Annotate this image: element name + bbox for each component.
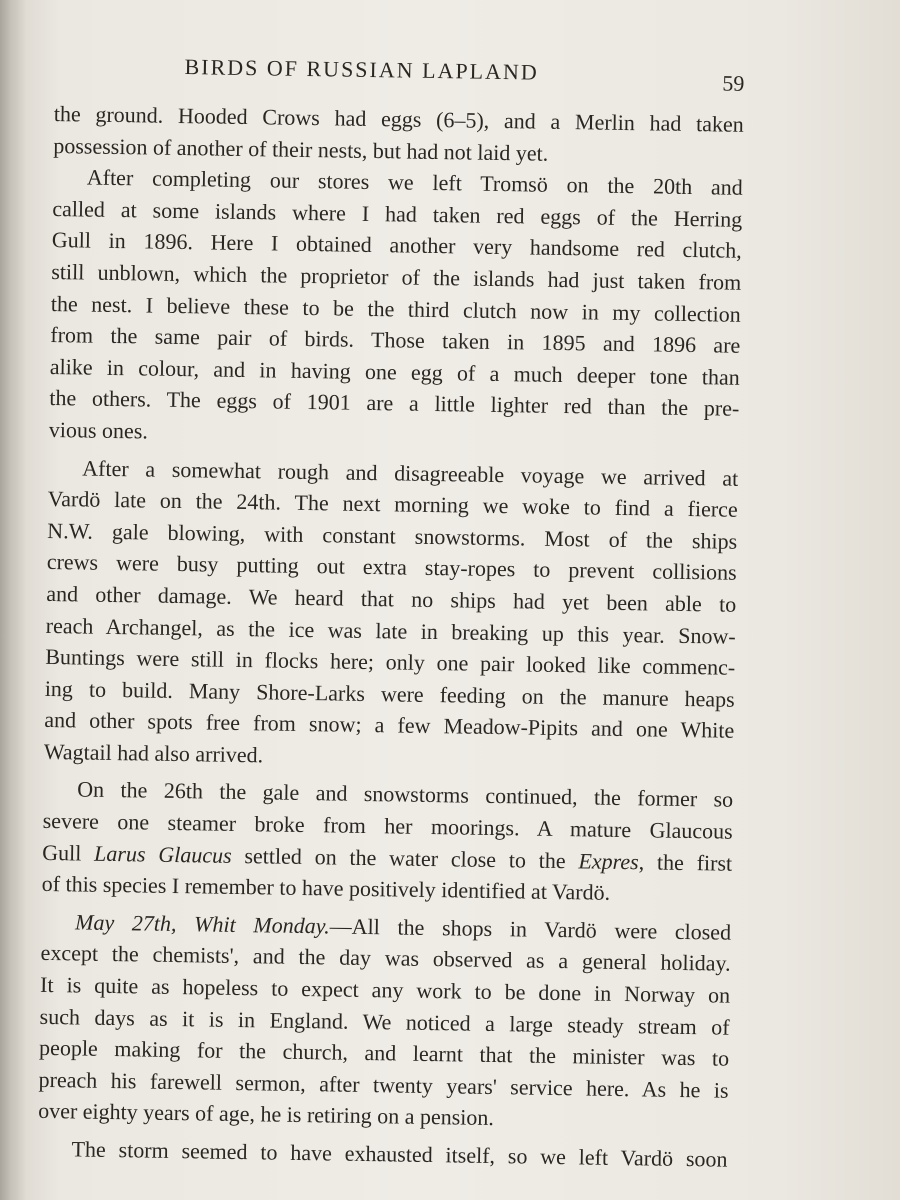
page-number: 59 bbox=[722, 70, 745, 96]
text-line: It is quite as hopeless to expect any work to be done in Norway on bbox=[39, 971, 731, 1008]
text-line: reach Archangel, as the ice was late in breaking up this year. Snow- bbox=[45, 612, 736, 649]
text-line: called at some islands where I had taken red eggs of the Herring bbox=[52, 195, 743, 232]
text-line: Vardö late on the 24th. The next morning we woke to find a fierce bbox=[47, 486, 738, 522]
text-line: vious ones. bbox=[48, 416, 149, 444]
text-line: ing to build. Many Shore-Larks were feeding on the manure heaps bbox=[44, 675, 735, 712]
text-segment: Gull bbox=[42, 839, 95, 866]
text-line: On the 26th the gale and snowstorms continued, the former so bbox=[77, 776, 734, 813]
ship-name: Expres bbox=[578, 847, 639, 874]
text-line: people making for the church, and learnt that the minister was to bbox=[38, 1035, 730, 1071]
text-line: severe one steamer broke from her moorings. A mature Glaucous bbox=[42, 807, 733, 844]
body-text bbox=[37, 98, 744, 1175]
running-title: BIRDS OF RUSSIAN LAPLAND bbox=[184, 54, 539, 85]
text-line: and other spots free from snow; a few Meadow-Pipits and one White bbox=[44, 707, 735, 744]
text-line: Buntings were still in flocks here; only one pair looked like commenc- bbox=[45, 644, 736, 680]
text-line: such days as it is in England. We noticed a large steady stream of bbox=[39, 1003, 730, 1040]
text-segment: , the first bbox=[638, 848, 733, 876]
text-line: After completing our stores we left Tromsö on the 20th and bbox=[86, 164, 743, 201]
text-line: crews were busy putting out extra stay-ropes to prevent collisions bbox=[46, 549, 737, 586]
text-line: preach his farewell sermon, after twenty years' service here. As he is bbox=[38, 1066, 729, 1103]
text-line: the others. The eggs of 1901 are a little lighter red than the pre- bbox=[49, 385, 740, 422]
book-page bbox=[37, 40, 745, 1175]
text-line: from the same pair of birds. Those taken in 1895 and 1896 are bbox=[50, 322, 741, 358]
text-line: Gull in 1896. Here I obtained another very handsome red clutch, bbox=[51, 227, 742, 264]
text-line: The storm seemed to have exhausted itself, so we left Vardö soon bbox=[71, 1136, 728, 1172]
text-line: possession of another of their nests, but had not laid yet. bbox=[53, 132, 549, 166]
text-line: alike in colour, and in having one egg of a much deeper tone than bbox=[49, 353, 740, 390]
text-line: N.W. gale blowing, with constant snowstorms. Most of the ships bbox=[47, 517, 738, 554]
text-line: After a somewhat rough and disagreeable voyage we arrived at bbox=[82, 455, 739, 491]
text-line: the nest. I believe these to be the third clutch now in my collection bbox=[50, 290, 741, 327]
text-line: still unblown, which the proprietor of the islands had just taken from bbox=[51, 258, 742, 295]
text-line: over eighty years of age, he is retiring on a pension. bbox=[37, 1098, 495, 1131]
running-head bbox=[54, 40, 745, 95]
text-segment: —All the shops in Vardö were closed bbox=[329, 913, 732, 945]
text-line: the ground. Hooded Crows had eggs (6–5), and a Merlin had taken bbox=[53, 100, 744, 137]
date-heading: May 27th, Whit Monday. bbox=[74, 909, 330, 939]
text-line: and other damage. We heard that no ships had yet been able to bbox=[46, 580, 737, 617]
text-segment: settled on the water close to the bbox=[231, 842, 579, 873]
text-line: Wagtail had also arrived. bbox=[43, 738, 264, 768]
species-name: Larus Glaucus bbox=[93, 840, 232, 868]
text-line: except the chemists', and the day was observed as a general holiday. bbox=[40, 940, 731, 977]
book-gutter-shadow bbox=[0, 0, 26, 1200]
text-line: of this species I remember to have positively identified at Vardö. bbox=[41, 871, 611, 906]
